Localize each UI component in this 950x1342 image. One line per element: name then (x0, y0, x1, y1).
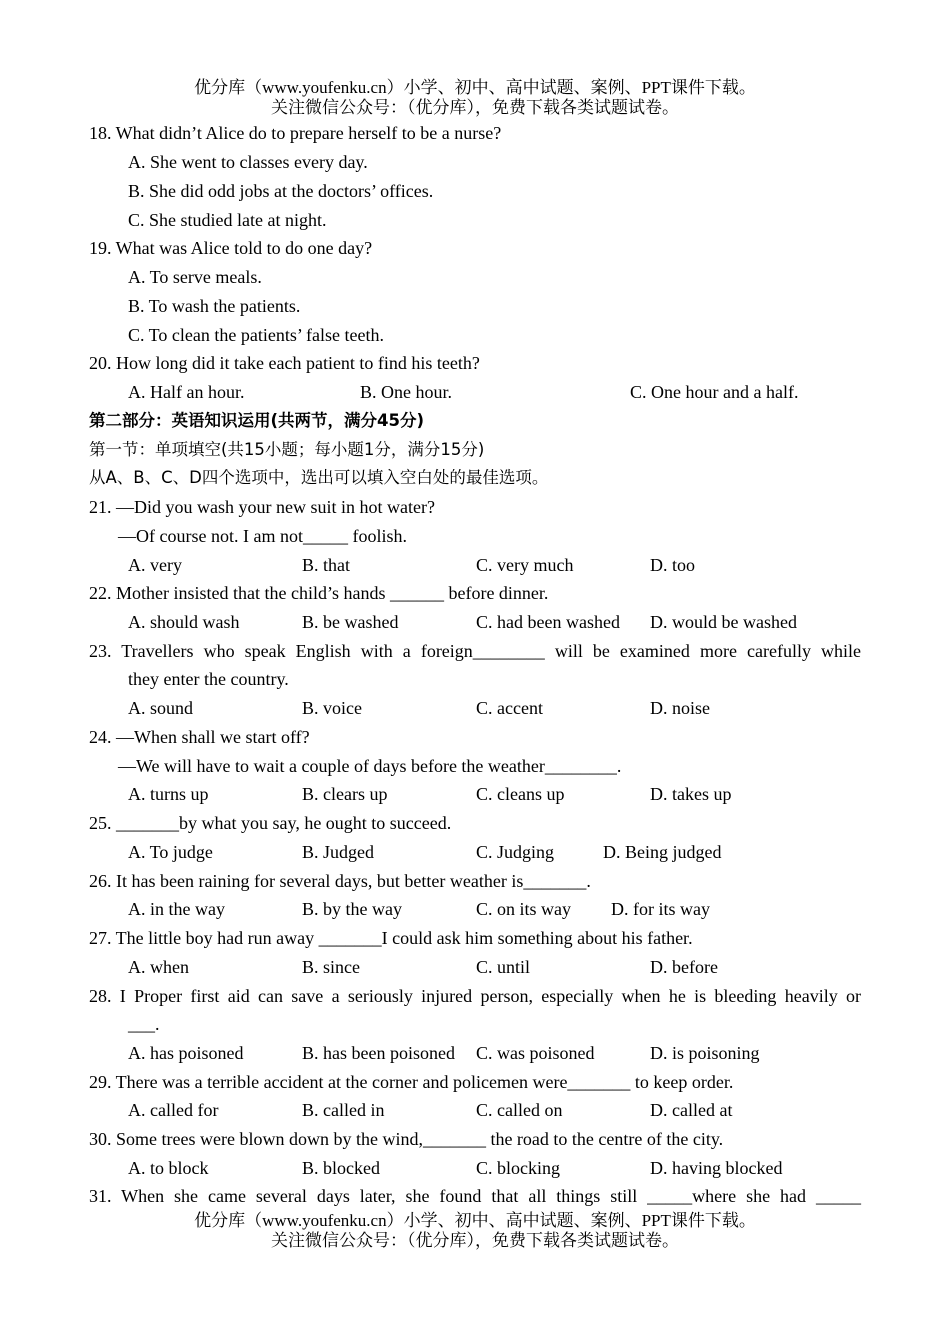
question-20-stem: 20. How long did it take each patient to find his teeth? (89, 353, 480, 373)
question-20-option-a: A. Half an hour. (128, 382, 245, 402)
question-20-option-b: B. One hour. (360, 382, 452, 402)
part-two-title: 第二部分：英语知识运用(共两节，满分45分) (89, 411, 425, 430)
question-22-option-c: C. had been washed (476, 612, 620, 632)
section-one-title: 第一节：单项填空(共15小题；每小题1分，满分15分) (89, 440, 485, 459)
question-27-option-b: B. since (302, 957, 360, 977)
question-25-option-c: C. Judging (476, 842, 555, 862)
question-29-stem: 29. There was a terrible accident at the corner and policemen were_______ to keep order. (89, 1072, 734, 1092)
question-21-option-d: D. too (650, 555, 695, 575)
question-30-option-a: A. to block (128, 1158, 209, 1178)
question-26-option-c: C. on its way (476, 899, 572, 919)
question-23-stem: 23. Travellers who speak English with a foreign________ will be examined more carefully while (89, 641, 861, 661)
question-19-stem: 19. What was Alice told to do one day? (89, 238, 373, 258)
question-25-option-b: B. Judged (302, 842, 374, 862)
question-21-option-b: B. that (302, 555, 350, 575)
question-26-option-d: D. for its way (611, 899, 710, 919)
question-30-stem: 30. Some trees were blown down by the wind,_______ the road to the centre of the city. (89, 1129, 724, 1149)
page-footer-line-2: 关注微信公众号：（优分库），免费下载各类试题试卷。 (271, 1231, 679, 1250)
question-28-option-c: C. was poisoned (476, 1043, 595, 1063)
question-23-option-d: D. noise (650, 698, 710, 718)
question-28-option-b: B. has been poisoned (302, 1043, 455, 1063)
question-22-option-a: A. should wash (128, 612, 240, 632)
question-20-option-c: C. One hour and a half. (630, 382, 799, 402)
page-header-line-2: 关注微信公众号：（优分库），免费下载各类试题试卷。 (271, 98, 679, 117)
question-24-stem: 24. —When shall we start off? (89, 727, 310, 747)
question-30-option-b: B. blocked (302, 1158, 380, 1178)
question-31-stem: 31. When she came several days later, she found that all things still _____where she had _____ (89, 1186, 861, 1206)
question-29-option-d: D. called at (650, 1100, 733, 1120)
question-19-option-b: B. To wash the patients. (128, 296, 301, 316)
question-23-option-c: C. accent (476, 698, 543, 718)
question-30-option-c: C. blocking (476, 1158, 560, 1178)
question-23-option-a: A. sound (128, 698, 194, 718)
question-23-option-b: B. voice (302, 698, 362, 718)
question-27-stem: 27. The little boy had run away _______I could ask him something about his father. (89, 928, 693, 948)
question-23-stem-line-2: they enter the country. (128, 669, 289, 689)
page-footer-line-1: 优分库（www.youfenku.cn）小学、初中、高中试题、案例、PPT课件下载。 (194, 1211, 756, 1230)
question-25-option-d: D. Being judged (603, 842, 722, 862)
question-21-stem: 21. —Did you wash your new suit in hot water? (89, 497, 435, 517)
question-21-stem-line-2: —Of course not. I am not_____ foolish. (118, 526, 407, 546)
question-27-option-a: A. when (128, 957, 189, 977)
question-24-option-b: B. clears up (302, 784, 388, 804)
question-27-option-c: C. until (476, 957, 531, 977)
question-28-option-d: D. is poisoning (650, 1043, 760, 1063)
question-24-option-d: D. takes up (650, 784, 732, 804)
question-28-option-a: A. has poisoned (128, 1043, 244, 1063)
question-28-stem-line-2: ___. (128, 1014, 160, 1034)
question-25-option-a: A. To judge (128, 842, 213, 862)
question-21-option-a: A. very (128, 555, 182, 575)
question-26-stem: 26. It has been raining for several days, but better weather is_______. (89, 871, 591, 891)
question-22-stem: 22. Mother insisted that the child’s hands ______ before dinner. (89, 583, 549, 603)
question-25-stem: 25. _______by what you say, he ought to succeed. (89, 813, 452, 833)
question-24-option-c: C. cleans up (476, 784, 565, 804)
question-29-option-a: A. called for (128, 1100, 219, 1120)
question-19-option-a: A. To serve meals. (128, 267, 262, 287)
question-22-option-d: D. would be washed (650, 612, 797, 632)
question-29-option-b: B. called in (302, 1100, 385, 1120)
question-28-stem: 28. I Proper first aid can save a seriously injured person, especially when he is bleeding heavily or (89, 986, 861, 1006)
section-instruction: 从A、B、C、D四个选项中，选出可以填入空白处的最佳选项。 (89, 468, 549, 487)
question-24-option-a: A. turns up (128, 784, 209, 804)
question-27-option-d: D. before (650, 957, 718, 977)
question-19-option-c: C. To clean the patients’ false teeth. (128, 325, 384, 345)
page-header-line-1: 优分库（www.youfenku.cn）小学、初中、高中试题、案例、PPT课件下载。 (194, 78, 756, 97)
question-22-option-b: B. be washed (302, 612, 399, 632)
question-18-stem: 18. What didn’t Alice do to prepare herself to be a nurse? (89, 123, 502, 143)
question-18-option-c: C. She studied late at night. (128, 210, 327, 230)
question-29-option-c: C. called on (476, 1100, 563, 1120)
question-24-stem-line-2: —We will have to wait a couple of days before the weather________. (118, 756, 622, 776)
question-18-option-a: A. She went to classes every day. (128, 152, 368, 172)
question-26-option-b: B. by the way (302, 899, 402, 919)
question-21-option-c: C. very much (476, 555, 574, 575)
question-18-option-b: B. She did odd jobs at the doctors’ offices. (128, 181, 434, 201)
question-26-option-a: A. in the way (128, 899, 225, 919)
question-30-option-d: D. having blocked (650, 1158, 783, 1178)
